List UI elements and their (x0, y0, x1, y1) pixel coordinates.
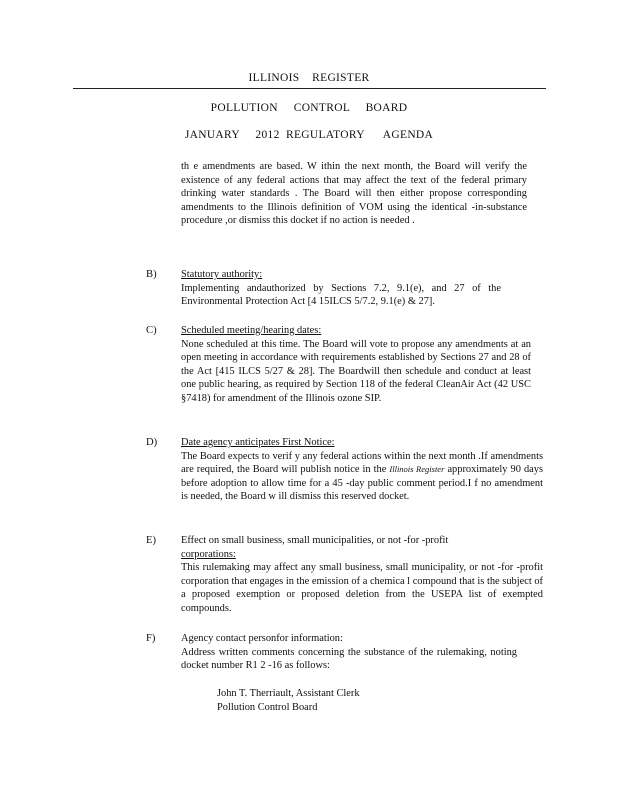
section-d-body-pre: The Board expects to verif y any federal actions within the next month .If amendments are required, the Board will publish notice in the (181, 450, 543, 476)
illinois-register-italic: Illinois Register (389, 464, 445, 475)
section-d (181, 436, 543, 504)
section-e (181, 534, 543, 616)
section-c-body: None scheduled at this time. The Board will vote to propose any amendments at an open meeting in accordance with requirements established by Sections 27 and 28 of the Act [415 ILCS 5/27 & 28]. The Boardwill then schedule and conduct at least one public hearing, as required by Section 118 of the federal CleanAir Act (42 USC §7418) for amendment of the Illinois ozone SIP. (181, 338, 531, 404)
section-label-b: B) (146, 269, 157, 280)
section-e-heading: corporations: (181, 548, 236, 560)
contact-name: John T. Therriault, Assistant Clerk (217, 688, 360, 699)
section-c-heading: Scheduled meeting/hearing dates: (181, 325, 322, 336)
intro-text: th e amendments are based. W ithin the next month, the Board will verify the existence of any federal actions that may affect the text of the federal primary drinking water standards . The Board will then either propose corresponding amendments to the Illinois definition of VOM using the identical -in-substance procedure ,or dismiss this docket if no action is needed . (181, 161, 527, 227)
header-agenda: JANUARY 2012 REGULATORY AGENDA (184, 129, 434, 141)
section-f-heading: Agency contact personfor information: (181, 633, 343, 644)
section-d-body-post: approximately 90 days before adoption to allow time for a 45 -day public comment period.I f no amendment is needed, the Board w ill dismiss this reserved docket. (181, 464, 543, 503)
contact-organization: Pollution Control Board (217, 702, 318, 713)
section-label-f: F) (146, 633, 156, 644)
section-label-e: E) (146, 535, 156, 546)
section-e-heading-plain: Effect on small business, small municipalities, or not -for -profit (181, 535, 449, 546)
section-label-c: C) (146, 325, 157, 336)
section-b-heading: Statutory authority: (181, 269, 263, 280)
section-f-body: Address written comments concerning the substance of the rulemaking, noting docket number R1 2 -16 as follows: (181, 646, 517, 672)
section-f (181, 632, 517, 673)
section-c (181, 324, 531, 406)
header-board: POLLUTION CONTROL BOARD (210, 102, 408, 114)
section-b (181, 268, 501, 309)
contact-address (217, 687, 360, 715)
section-label-d: D) (146, 437, 158, 448)
section-e-body: This rulemaking may affect any small business, small municipality, or not -for -profit corporation that engages in the emission of a chemica l compound that is the subject of a proposed exemption or proposed deletion from the USEPA list of exempted compounds. (181, 562, 543, 614)
section-d-body (181, 450, 543, 504)
header-register: ILLINOIS REGISTER (248, 72, 370, 84)
header-rule (73, 88, 546, 89)
section-d-heading: Date agency anticipates First Notice: (181, 437, 335, 448)
section-b-body: Implementing andauthorized by Sections 7.2, 9.1(e), and 27 of the Environmental Protection Act [4 15ILCS 5/7.2, 9.1(e) & 27]. (181, 282, 501, 308)
intro-paragraph (181, 160, 527, 228)
